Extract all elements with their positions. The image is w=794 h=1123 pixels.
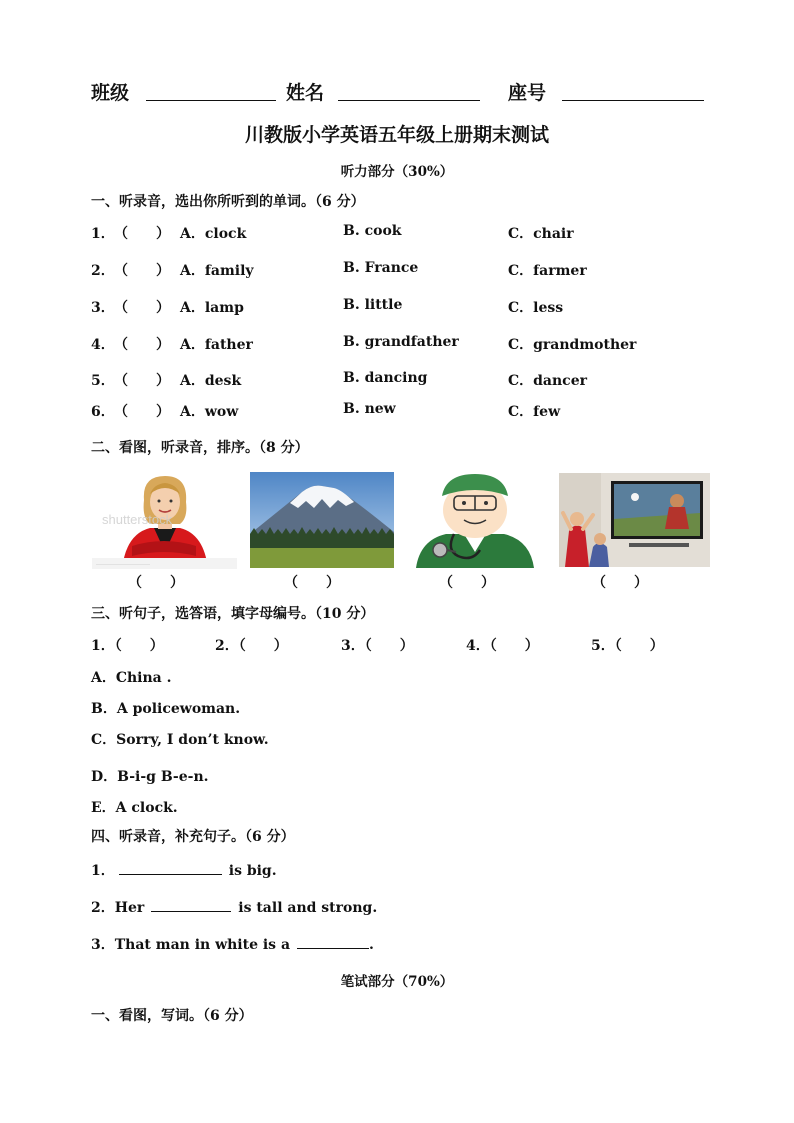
answer-option: A．China . [91,670,172,686]
answer-slot[interactable]: 5．（ ） [591,638,664,654]
answer-bracket[interactable]: （ ） [114,337,170,353]
order-bracket[interactable]: （ ） [128,575,184,591]
sentence-number: 2． [91,900,115,916]
svg-text:shutterstock: shutterstock [102,512,173,527]
option-a: A．desk [180,373,242,389]
answer-slot[interactable]: 1．（ ） [91,638,164,654]
seat-blank[interactable] [562,100,704,101]
option-a: A．wow [180,404,239,420]
fill-blank-1[interactable] [119,862,222,875]
part1-heading: 一、听录音，选出你所听到的单词。（6 分） [91,194,365,210]
answer-slot[interactable]: 3．（ ） [341,638,414,654]
sentence-text: That man in white is a [114,937,291,953]
part4-heading: 四、听录音，补充句子。（6 分） [91,829,295,845]
answer-slot[interactable]: 4．（ ） [466,638,539,654]
order-bracket[interactable]: （ ） [439,575,495,591]
watching-tv-picture [559,473,710,567]
part2-heading: 二、看图，听录音，排序。（8 分） [91,440,309,456]
answer-bracket[interactable]: （ ） [114,226,170,242]
part4-sentence-2 [91,897,377,917]
sentence-text: is tall and strong. [238,900,378,916]
answer-bracket[interactable]: （ ） [114,404,170,420]
seat-label: 座号 [508,82,547,104]
question-number: 3． [91,300,115,316]
option-b: B. new [343,401,396,417]
fill-blank-3[interactable] [297,936,369,949]
mountain-picture [250,472,394,568]
part4-sentence-3 [91,934,374,954]
order-bracket[interactable]: （ ） [592,575,648,591]
option-b: B. little [343,297,403,313]
class-label: 班级 [91,82,130,104]
option-c: C．dancer [508,373,587,389]
sentence-text: is big. [228,863,277,879]
option-b: B. dancing [343,370,428,386]
sentence-number: 1． [91,863,115,879]
name-blank[interactable] [338,100,480,101]
answer-bracket[interactable]: （ ） [114,263,170,279]
answer-option: E．A clock. [91,800,178,816]
option-a: A．clock [180,226,247,242]
fill-blank-2[interactable] [151,899,231,912]
written-section-title: 笔试部分（70%） [340,974,454,990]
answer-option: C．Sorry, I don’t know. [91,732,269,748]
sentence-text: Her [114,900,145,916]
listening-section-title: 听力部分（30%） [340,164,454,180]
sentence-text: . [369,937,374,953]
svg-text:···························: ··························· [96,562,150,568]
written-part1-heading: 一、看图，写词。（6 分） [91,1008,253,1024]
question-number: 6． [91,404,115,420]
answer-bracket[interactable]: （ ） [114,373,170,389]
part4-sentence-1 [91,860,277,880]
option-c: C．less [508,300,564,316]
question-number: 1． [91,226,115,242]
woman-picture [92,472,237,569]
answer-slot[interactable]: 2．（ ） [215,638,288,654]
option-b: B. France [343,260,419,276]
order-bracket[interactable]: （ ） [284,575,340,591]
answer-bracket[interactable]: （ ） [114,300,170,316]
question-number: 4． [91,337,115,353]
name-label: 姓名 [286,82,325,104]
option-c: C．grandmother [508,337,637,353]
question-number: 5． [91,373,115,389]
question-number: 2． [91,263,115,279]
option-c: C．chair [508,226,574,242]
option-a: A．family [180,263,254,279]
option-b: B. grandfather [343,334,459,350]
option-b: B. cook [343,223,402,239]
answer-option: D．B-i-g B-e-n. [91,769,209,785]
page-title: 川教版小学英语五年级上册期末测试 [244,124,549,146]
part3-heading: 三、听句子，选答语，填字母编号。（10 分） [91,606,375,622]
sentence-number: 3． [91,937,115,953]
option-a: A．lamp [180,300,244,316]
option-c: C．few [508,404,561,420]
option-c: C．farmer [508,263,587,279]
class-blank[interactable] [146,100,276,101]
answer-option: B．A policewoman. [91,701,241,717]
doctor-picture [406,470,544,568]
option-a: A．father [180,337,253,353]
